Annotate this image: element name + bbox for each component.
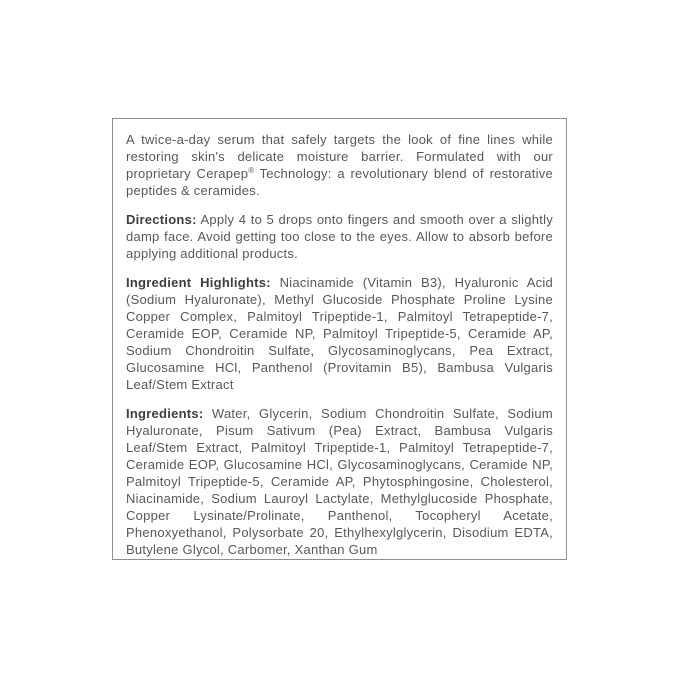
ingredients-paragraph	[126, 405, 553, 558]
directions-text: Apply 4 to 5 drops onto fingers and smooth over a slightly damp face. Avoid getting too close to the eyes. Allow to absorb before applying additional products.	[126, 212, 553, 261]
directions-paragraph	[126, 211, 553, 262]
description-text-continued: Technology: a revolutionary blend of restorative peptides & ceramides.	[126, 166, 554, 198]
registered-trademark-symbol: ®	[248, 166, 255, 175]
description-paragraph	[126, 131, 553, 199]
description-text: A twice-a-day serum that safely targets the look of fine lines while restoring skin's delicate moisture barrier. Formulated with our proprietary Cerapep	[126, 132, 553, 181]
ingredients-label: Ingredients:	[126, 406, 204, 421]
ingredients-text: Water, Glycerin, Sodium Chondroitin Sulfate, Sodium Hyaluronate, Pisum Sativum (Pea) Extract, Bambusa Vulgaris Leaf/Stem Extract, Palmitoyl Tripeptide-1, Palmitoyl Tetrapeptide-7, Ceramide EOP, Glucosamine HCl, Glycosaminoglycans, Ceramide NP, Palmitoyl Tripeptide-5, Ceramide AP, Phytosphingosine, Cholesterol, Niacinamide, Sodium Lauroyl Lactylate, Methylglucoside Phosphate, Copper Lysinate/Prolinate, Panthenol, Tocopheryl Acetate, Phenoxyethanol, Polysorbate 20, Ethylhexylglycerin, Disodium EDTA, Butylene Glycol, Carbomer, Xanthan Gum	[126, 406, 553, 557]
info-panel	[112, 118, 567, 560]
ingredient-highlights-label: Ingredient Highlights:	[126, 275, 271, 290]
directions-label: Directions:	[126, 212, 197, 227]
ingredient-highlights-paragraph	[126, 274, 553, 393]
ingredient-highlights-text: Niacinamide (Vitamin B3), Hyaluronic Acid (Sodium Hyaluronate), Methyl Glucoside Phosphate Proline Lysine Copper Complex, Palmitoyl Tripeptide-1, Palmitoyl Tetrapeptide-7, Ceramide EOP, Ceramide NP, Palmitoyl Tripeptide-5, Ceramide AP, Sodium Chondroitin Sulfate, Glycosaminoglycans, Pea Extract, Glucosamine HCl, Panthenol (Provitamin B5), Bambusa Vulgaris Leaf/Stem Extract	[126, 275, 553, 392]
